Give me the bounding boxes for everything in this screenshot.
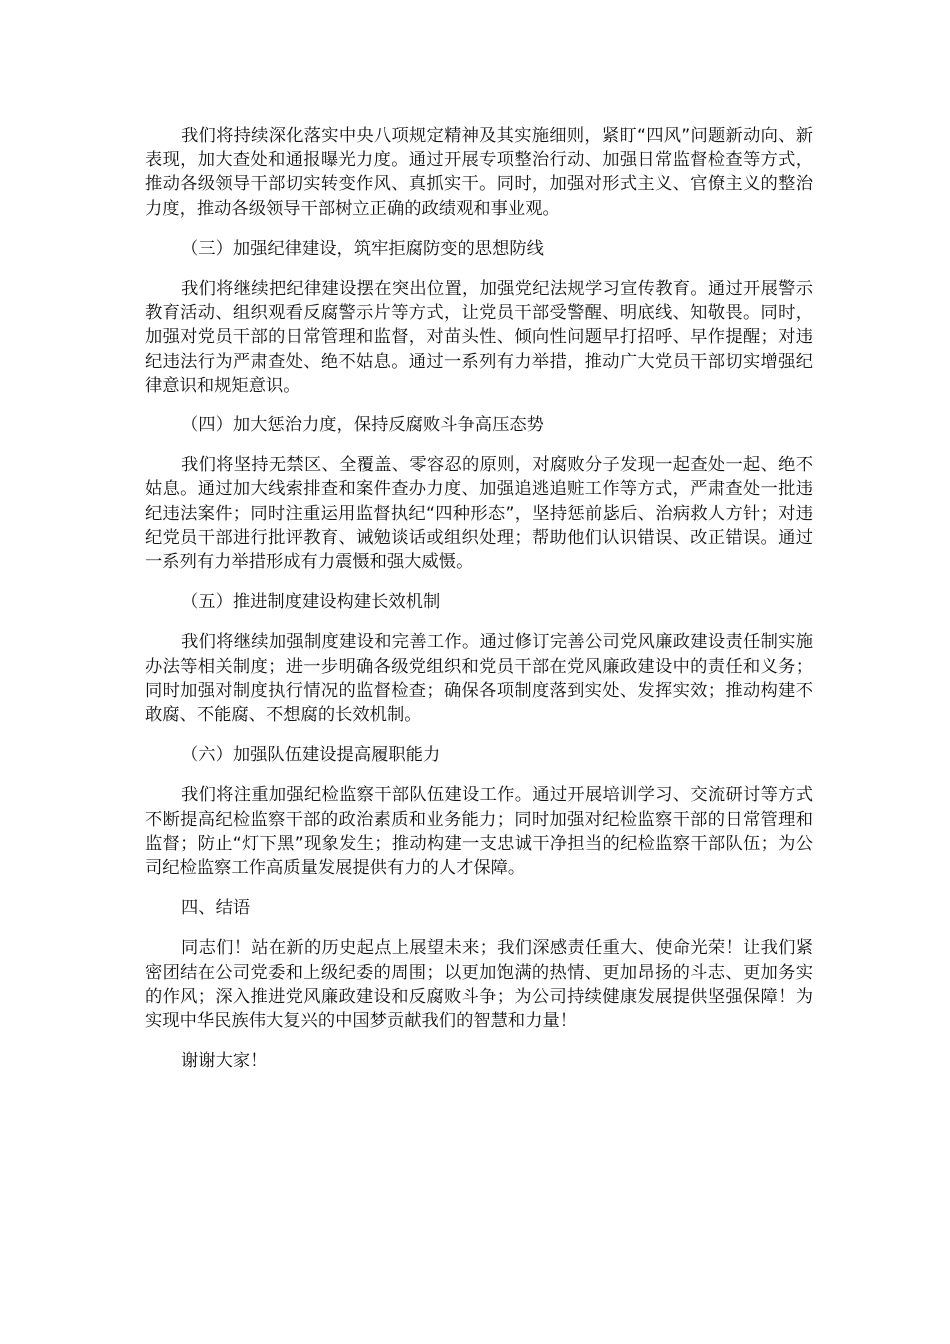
paragraph-four-winds: 我们将持续深化落实中央八项规定精神及其实施细则，紧盯“四风”问题新动向、新表现，加大查处和通报曝光力度。通过开展专项整治行动、加强日常监督检查等方式，推动各级领导干部切实转变作风、真抓实干。同时，加强对形式主义、官僚主义的整治力度，推动各级领导干部树立正确的政绩观和事业观。 (145, 126, 813, 219)
section-heading-conclusion: 四、结语 (181, 898, 251, 919)
paragraph-conclusion: 同志们！站在新的历史起点上展望未来；我们深感责任重大、使命光荣！让我们紧密团结在公司党委和上级纪委的周围；以更加饱满的热情、更加昂扬的斗志、更加务实的作风；深入推进党风廉政建设和反腐败斗争；为公司持续健康发展提供坚强保障！为实现中华民族伟大复兴的中国梦贡献我们的智慧和力量！ (145, 938, 813, 1032)
paragraph-institution: 我们将继续加强制度建设和完善工作。通过修订完善公司党风廉政建设责任制实施办法等相关制度；进一步明确各级党组织和党员干部在党风廉政建设中的责任和义务；同时加强对制度执行情况的监督检查；确保各项制度落到实处、发挥实效；推动构建不敢腐、不能腐、不想腐的长效机制。 (145, 632, 813, 726)
paragraph-team: 我们将注重加强纪检监察干部队伍建设工作。通过开展培训学习、交流研讨等方式不断提高纪检监察干部的政治素质和业务能力；同时加强对纪检监察干部的日常管理和监督；防止“灯下黑”现象发生；推动构建一支忠诚干净担当的纪检监察干部队伍；为公司纪检监察工作高质量发展提供有力的人才保障。 (145, 785, 813, 879)
section-heading-6: （六）加强队伍建设提高履职能力 (181, 745, 441, 766)
paragraph-discipline: 我们将继续把纪律建设摆在突出位置，加强党纪法规学习宣传教育。通过开展警示教育活动、组织观看反腐警示片等方式，让党员干部受警醒、明底线、知敬畏。同时，加强对党员干部的日常管理和监督，对苗头性、倾向性问题早打招呼、早作提醒；对违纪违法行为严肃查处、绝不姑息。通过一系列有力举措，推动广大党员干部切实增强纪律意识和规矩意识。 (145, 279, 813, 396)
section-heading-4: （四）加大惩治力度，保持反腐败斗争高压态势 (181, 415, 544, 436)
section-heading-3: （三）加强纪律建设，筑牢拒腐防变的思想防线 (181, 238, 544, 259)
section-heading-5: （五）推进制度建设构建长效机制 (181, 592, 441, 613)
document-body (145, 124, 813, 1074)
paragraph-punishment: 我们将坚持无禁区、全覆盖、零容忍的原则，对腐败分子发现一起查处一起、绝不姑息。通过加大线索排查和案件查办力度、加强追逃追赃工作等方式，严肃查处一批违纪违法案件；同时注重运用监督执纪“四种形态”，坚持惩前毖后、治病救人方针；对违纪党员干部进行批评教育、诫勉谈话或组织处理；帮助他们认识错误、改正错误。通过一系列有力举措形成有力震慑和强大威慑。 (145, 455, 813, 573)
closing-thanks: 谢谢大家！ (181, 1051, 268, 1072)
